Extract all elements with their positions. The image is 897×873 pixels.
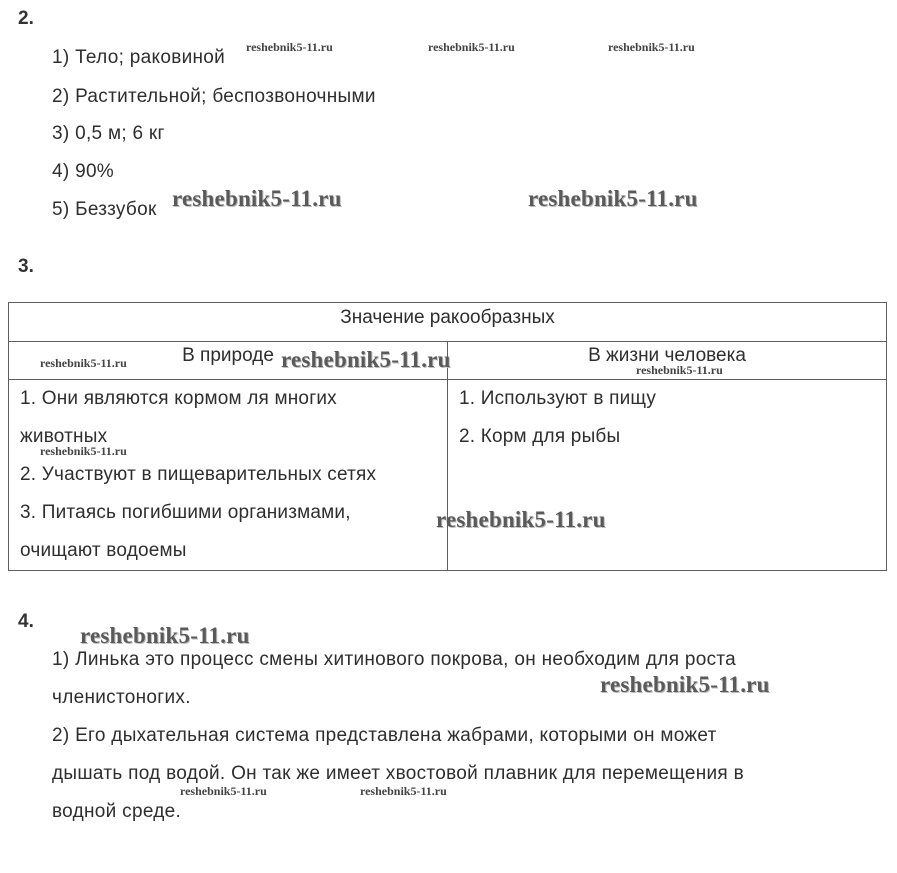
table-title: Значение ракообразных: [9, 303, 887, 342]
watermark: reshebnik5-11.ru: [40, 356, 127, 370]
watermark: reshebnik5-11.ru: [636, 363, 723, 377]
nature-item-1b: животных: [20, 426, 108, 447]
task-4-line-4: дышать под водой. Он так же имеет хвостовой плавник для перемещения в: [52, 763, 744, 784]
nature-cell: [9, 380, 448, 571]
watermark: reshebnik5-11.ru: [80, 623, 250, 648]
watermark: reshebnik5-11.ru: [281, 347, 451, 372]
task-4-line-2: членистоногих.: [52, 687, 191, 708]
task-4-number: 4.: [18, 611, 34, 632]
watermark: reshebnik5-11.ru: [528, 186, 698, 211]
task-4-line-1: 1) Линька это процесс смены хитинового покрова, он необходим для роста: [52, 649, 737, 670]
task-4-line-3: 2) Его дыхательная система представлена жабрами, которыми он может: [52, 725, 717, 746]
task-2-number: 2.: [18, 8, 34, 29]
nature-item-1a: 1. Они являются кормом ля многих: [20, 388, 337, 409]
nature-item-3b: очищают водоемы: [20, 540, 187, 561]
watermark: reshebnik5-11.ru: [172, 186, 342, 211]
task-2-answer-5: 5) Беззубок: [52, 199, 157, 220]
nature-item-3a: 3. Питаясь погибшими организмами,: [20, 502, 351, 523]
human-item-2: 2. Корм для рыбы: [459, 426, 621, 447]
task-3-number: 3.: [18, 256, 34, 277]
human-item-1: 1. Используют в пищу: [459, 388, 657, 409]
watermark: reshebnik5-11.ru: [40, 444, 127, 458]
watermark: reshebnik5-11.ru: [600, 672, 770, 697]
task-2-answer-1: 1) Тело; раковиной: [52, 47, 226, 68]
human-life-cell: [448, 380, 887, 571]
watermark: reshebnik5-11.ru: [246, 40, 333, 54]
column-header-nature: В природе: [9, 342, 448, 380]
nature-item-2: 2. Участвуют в пищеварительных сетях: [20, 464, 377, 485]
watermark: reshebnik5-11.ru: [428, 40, 515, 54]
watermark: reshebnik5-11.ru: [436, 507, 606, 532]
task-2-answer-3: 3) 0,5 м; 6 кг: [52, 123, 165, 144]
task-2-answer-2: 2) Растительной; беспозвоночными: [52, 86, 376, 107]
task-2-answer-4: 4) 90%: [52, 161, 115, 182]
watermark: reshebnik5-11.ru: [360, 784, 447, 798]
task-4-line-5: водной среде.: [52, 801, 182, 822]
watermark: reshebnik5-11.ru: [180, 784, 267, 798]
watermark: reshebnik5-11.ru: [608, 40, 695, 54]
column-header-human-life: В жизни человека: [448, 342, 887, 380]
